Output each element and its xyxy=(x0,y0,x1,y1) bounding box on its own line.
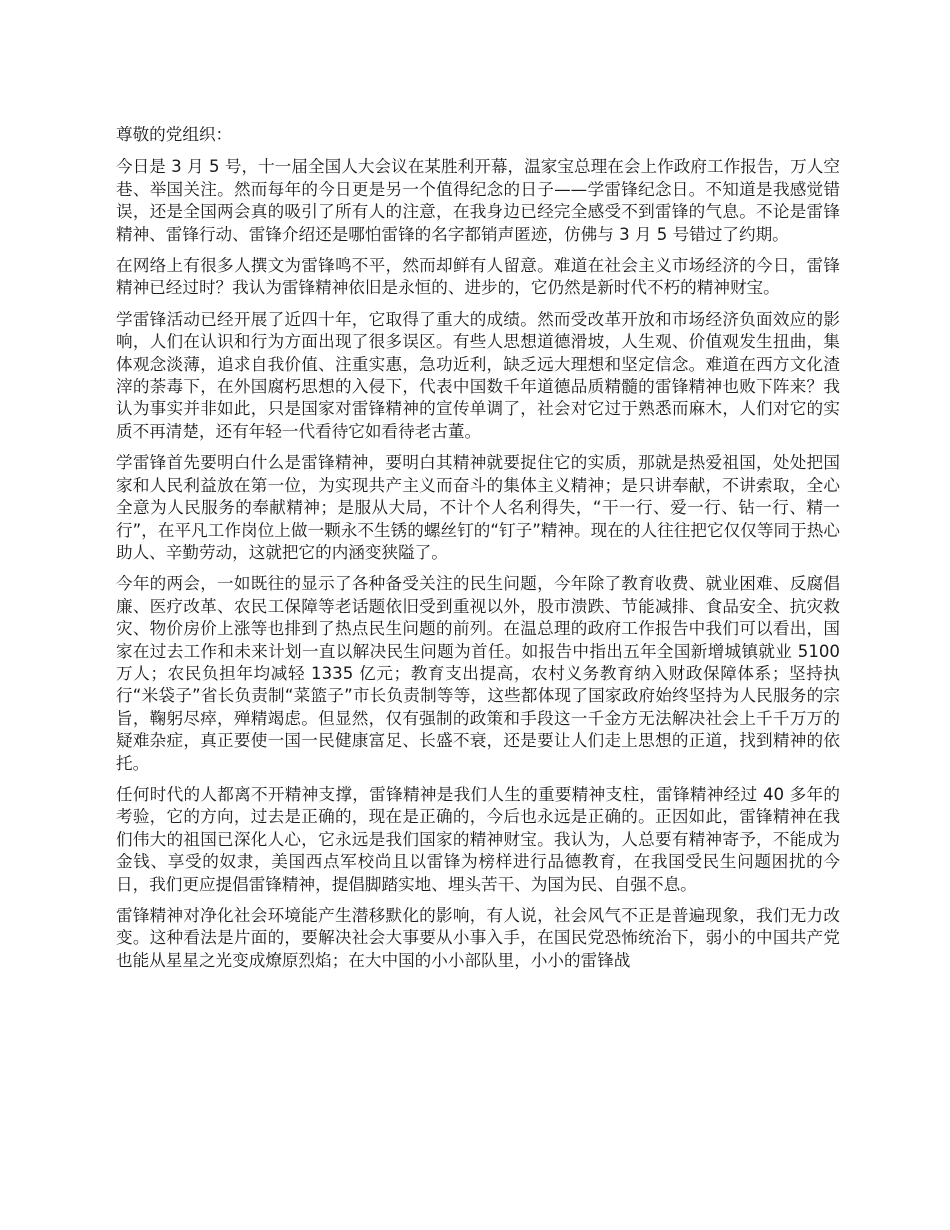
salutation: 尊敬的党组织： xyxy=(116,125,233,144)
document-page xyxy=(116,124,840,981)
paragraph-5: 今年的两会，一如既往的显示了各种备受关注的民生问题，今年除了教育收费、就业困难、反腐倡廉、医疗改革、农民工保障等老话题依旧受到重视以外，股市溃跌、节能减排、食品安全、抗灾救灾、物价房价上涨等也排到了热点民生问题的前列。在温总理的政府工作报告中我们可以看出，国家在过去工作和未来计划一直以解决民生问题为首任。如报告中指出五年全国新增城镇就业 5100 万人；农民负担年均减轻 1335 亿元；教育支出提高，农村义务教育纳入财政保障体系；坚持执行“米袋子”省长负责制“菜篮子”市长负责制等等，这些都体现了国家政府始终坚持为人民服务的宗旨，鞠躬尽瘁，殚精竭虑。但显然，仅有强制的政策和手段这一千金方无法解决社会上千千万万的疑难杂症，真正要使一国一民健康富足、长盛不衰，还是要让人们走上思想的正道，找到精神的依托。 xyxy=(116,574,840,773)
paragraph-7: 雷锋精神对净化社会环境能产生潜移默化的影响，有人说，社会风气不正是普遍现象，我们无力改变。这种看法是片面的，要解决社会大事要从小事入手，在国民党恐怖统治下，弱小的中国共产党也能从星星之光变成燎原烈焰；在大中国的小小部队里，小小的雷锋战 xyxy=(116,906,840,970)
paragraph-6: 任何时代的人都离不开精神支撑，雷锋精神是我们人生的重要精神支柱，雷锋精神经过 40 多年的考验，它的方向，过去是正确的，现在是正确的，今后也永远是正确的。正因如此，雷锋精神在我们伟大的祖国已深化人心，它永远是我们国家的精神财宝。我认为，人总要有精神寄予，不能成为金钱、享受的奴隶，美国西点军校尚且以雷锋为榜样进行品德教育，在我国受民生问题困扰的今日，我们更应提倡雷锋精神，提倡脚踏实地、埋头苦干、为国为民、自强不息。 xyxy=(116,784,840,894)
paragraph-4: 学雷锋首先要明白什么是雷锋精神，要明白其精神就要捉住它的实质，那就是热爱祖国，处处把国家和人民利益放在第一位，为实现共产主义而奋斗的集体主义精神；是只讲奉献，不讲索取，全心全意为人民服务的奉献精神；是服从大局，不计个人名利得失，“干一行、爱一行、钻一行、精一行”，在平凡工作岗位上做一颗永不生锈的螺丝钉的“钉子”精神。现在的人往往把它仅仅等同于热心助人、辛勤劳动，这就把它的内涵变狭隘了。 xyxy=(116,453,840,562)
paragraph-3: 学雷锋活动已经开展了近四十年，它取得了重大的成绩。然而受改革开放和市场经济负面效应的影响，人们在认识和行为方面出现了很多误区。有些人思想道德滑坡，人生观、价值观发生扭曲，集体观念淡薄，追求自我价值、注重实惠，急功近利，缺乏远大理想和坚定信念。难道在西方文化渣滓的荼毒下，在外国腐朽思想的入侵下，代表中国数千年道德品质精髓的雷锋精神也败下阵来？我认为事实并非如此，只是国家对雷锋精神的宣传单调了，社会对它过于熟悉而麻木，人们对它的实质不再清楚，还有年轻一代看待它如看待老古董。 xyxy=(116,309,840,441)
paragraph-2: 在网络上有很多人撰文为雷锋鸣不平，然而却鲜有人留意。难道在社会主义市场经济的今日，雷锋精神已经过时？我认为雷锋精神依旧是永恒的、进步的，它仍然是新时代不朽的精神财宝。 xyxy=(116,256,840,298)
paragraph-1: 今日是 3 月 5 号，十一届全国人大会议在某胜利开幕，温家宝总理在会上作政府工作报告，万人空巷、举国关注。然而每年的今日更是另一个值得纪念的日子——学雷锋纪念日。不知道是我感觉错误，还是全国两会真的吸引了所有人的注意，在我身边已经完全感受不到雷锋的气息。不论是雷锋精神、雷锋行动、雷锋介绍还是哪怕雷锋的名字都销声匿迹，仿佛与 3 月 5 号错过了约期。 xyxy=(116,157,840,244)
